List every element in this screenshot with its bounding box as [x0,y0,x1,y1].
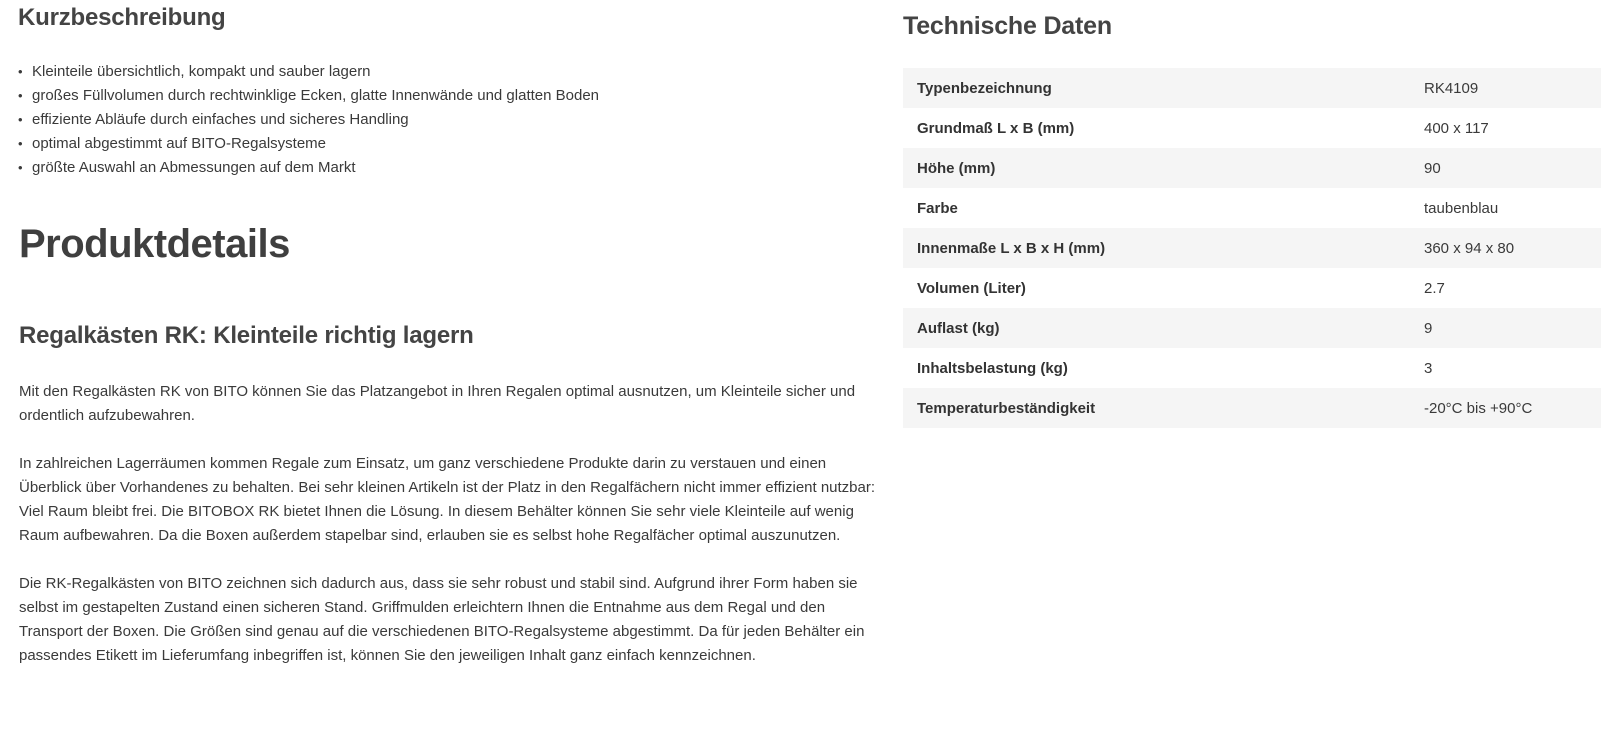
spec-value: 360 x 94 x 80 [1424,228,1601,268]
table-row [903,148,1601,188]
spec-label: Innenmaße L x B x H (mm) [903,228,1424,268]
list-item: • Kleinteile übersichtlich, kompakt und sauber lagern [18,60,599,84]
list-item: • großes Füllvolumen durch rechtwinklige Ecken, glatte Innenwände und glatten Boden [18,84,599,108]
table-row [903,188,1601,228]
list-item: • größte Auswahl an Abmessungen auf dem Markt [18,156,599,180]
spec-value: -20°C bis +90°C [1424,388,1601,428]
description-paragraph: In zahlreichen Lagerräumen kommen Regale zum Einsatz, um ganz verschiedene Produkte darin zu verstauen und einen Überblick über Vorhandenes zu behalten. Bei sehr kleinen Artikeln ist der Platz in den Regalfächern nicht immer effizient nutzbar: Viel Raum bleibt frei. Die BITOBOX RK bietet Ihnen die Lösung. In diesem Behälter können Sie sehr viele Kleinteile auf wenig Raum aufbewahren. Da die Boxen außerdem stapelbar sind, erlauben sie es selbst hohe Regalfächer optimal auszunutzen. [19,455,876,544]
table-row [903,348,1601,388]
spec-label: Auflast (kg) [903,308,1424,348]
table-row [903,68,1601,108]
spec-label: Grundmaß L x B (mm) [917,119,1075,137]
produktdetails-title: Produktdetails [19,222,290,266]
spec-label: Temperaturbeständigkeit [903,388,1424,428]
spec-label: Höhe (mm) [903,148,1424,188]
table-row [903,308,1601,348]
produktdetails-subtitle: Regalkästen RK: Kleinteile richtig lagern [19,322,474,349]
description-paragraph: Mit den Regalkästen RK von BITO können Sie das Platzangebot in Ihren Regalen optimal ausnutzen, um Kleinteile sicher und ordentlich aufzubewahren. [19,383,856,424]
spec-value: 400 x 117 [1424,119,1489,137]
spec-label: Volumen (Liter) [917,279,1026,297]
kurzbeschreibung-list [18,60,599,180]
technische-daten-title: Technische Daten [903,12,1112,40]
kurzbeschreibung-title: Kurzbeschreibung [18,4,226,31]
spec-value: 2.7 [1424,279,1445,297]
description-paragraph: Die RK-Regalkästen von BITO zeichnen sich dadurch aus, dass sie sehr robust und stabil sind. Aufgrund ihrer Form haben sie selbst im gestapelten Zustand einen sicheren Stand. Griffmulden erleichtern Ihnen die Entnahme aus dem Regal und den Transport der Boxen. Die Größen sind genau auf die verschiedenen BITO-Regalsysteme abgestimmt. Da für jeden Behälter ein passendes Etikett im Lieferumfang inbegriffen ist, können Sie den jeweiligen Inhalt ganz einfach kennzeichnen. [19,575,865,664]
table-row [903,108,1601,148]
spec-value: RK4109 [1424,68,1601,108]
spec-value: taubenblau [1424,199,1499,217]
produktdetails-description [19,380,891,692]
spec-value: 90 [1424,148,1601,188]
technische-daten-table [903,68,1601,428]
table-row [903,268,1601,308]
spec-value: 3 [1424,359,1433,377]
spec-label: Inhaltsbelastung (kg) [917,359,1068,377]
spec-label: Farbe [917,199,958,217]
list-item: • optimal abgestimmt auf BITO-Regalsysteme [18,132,599,156]
spec-label: Typenbezeichnung [903,68,1424,108]
table-row [903,388,1601,428]
spec-value: 9 [1424,308,1601,348]
list-item: • effiziente Abläufe durch einfaches und sicheres Handling [18,108,599,132]
table-row [903,228,1601,268]
